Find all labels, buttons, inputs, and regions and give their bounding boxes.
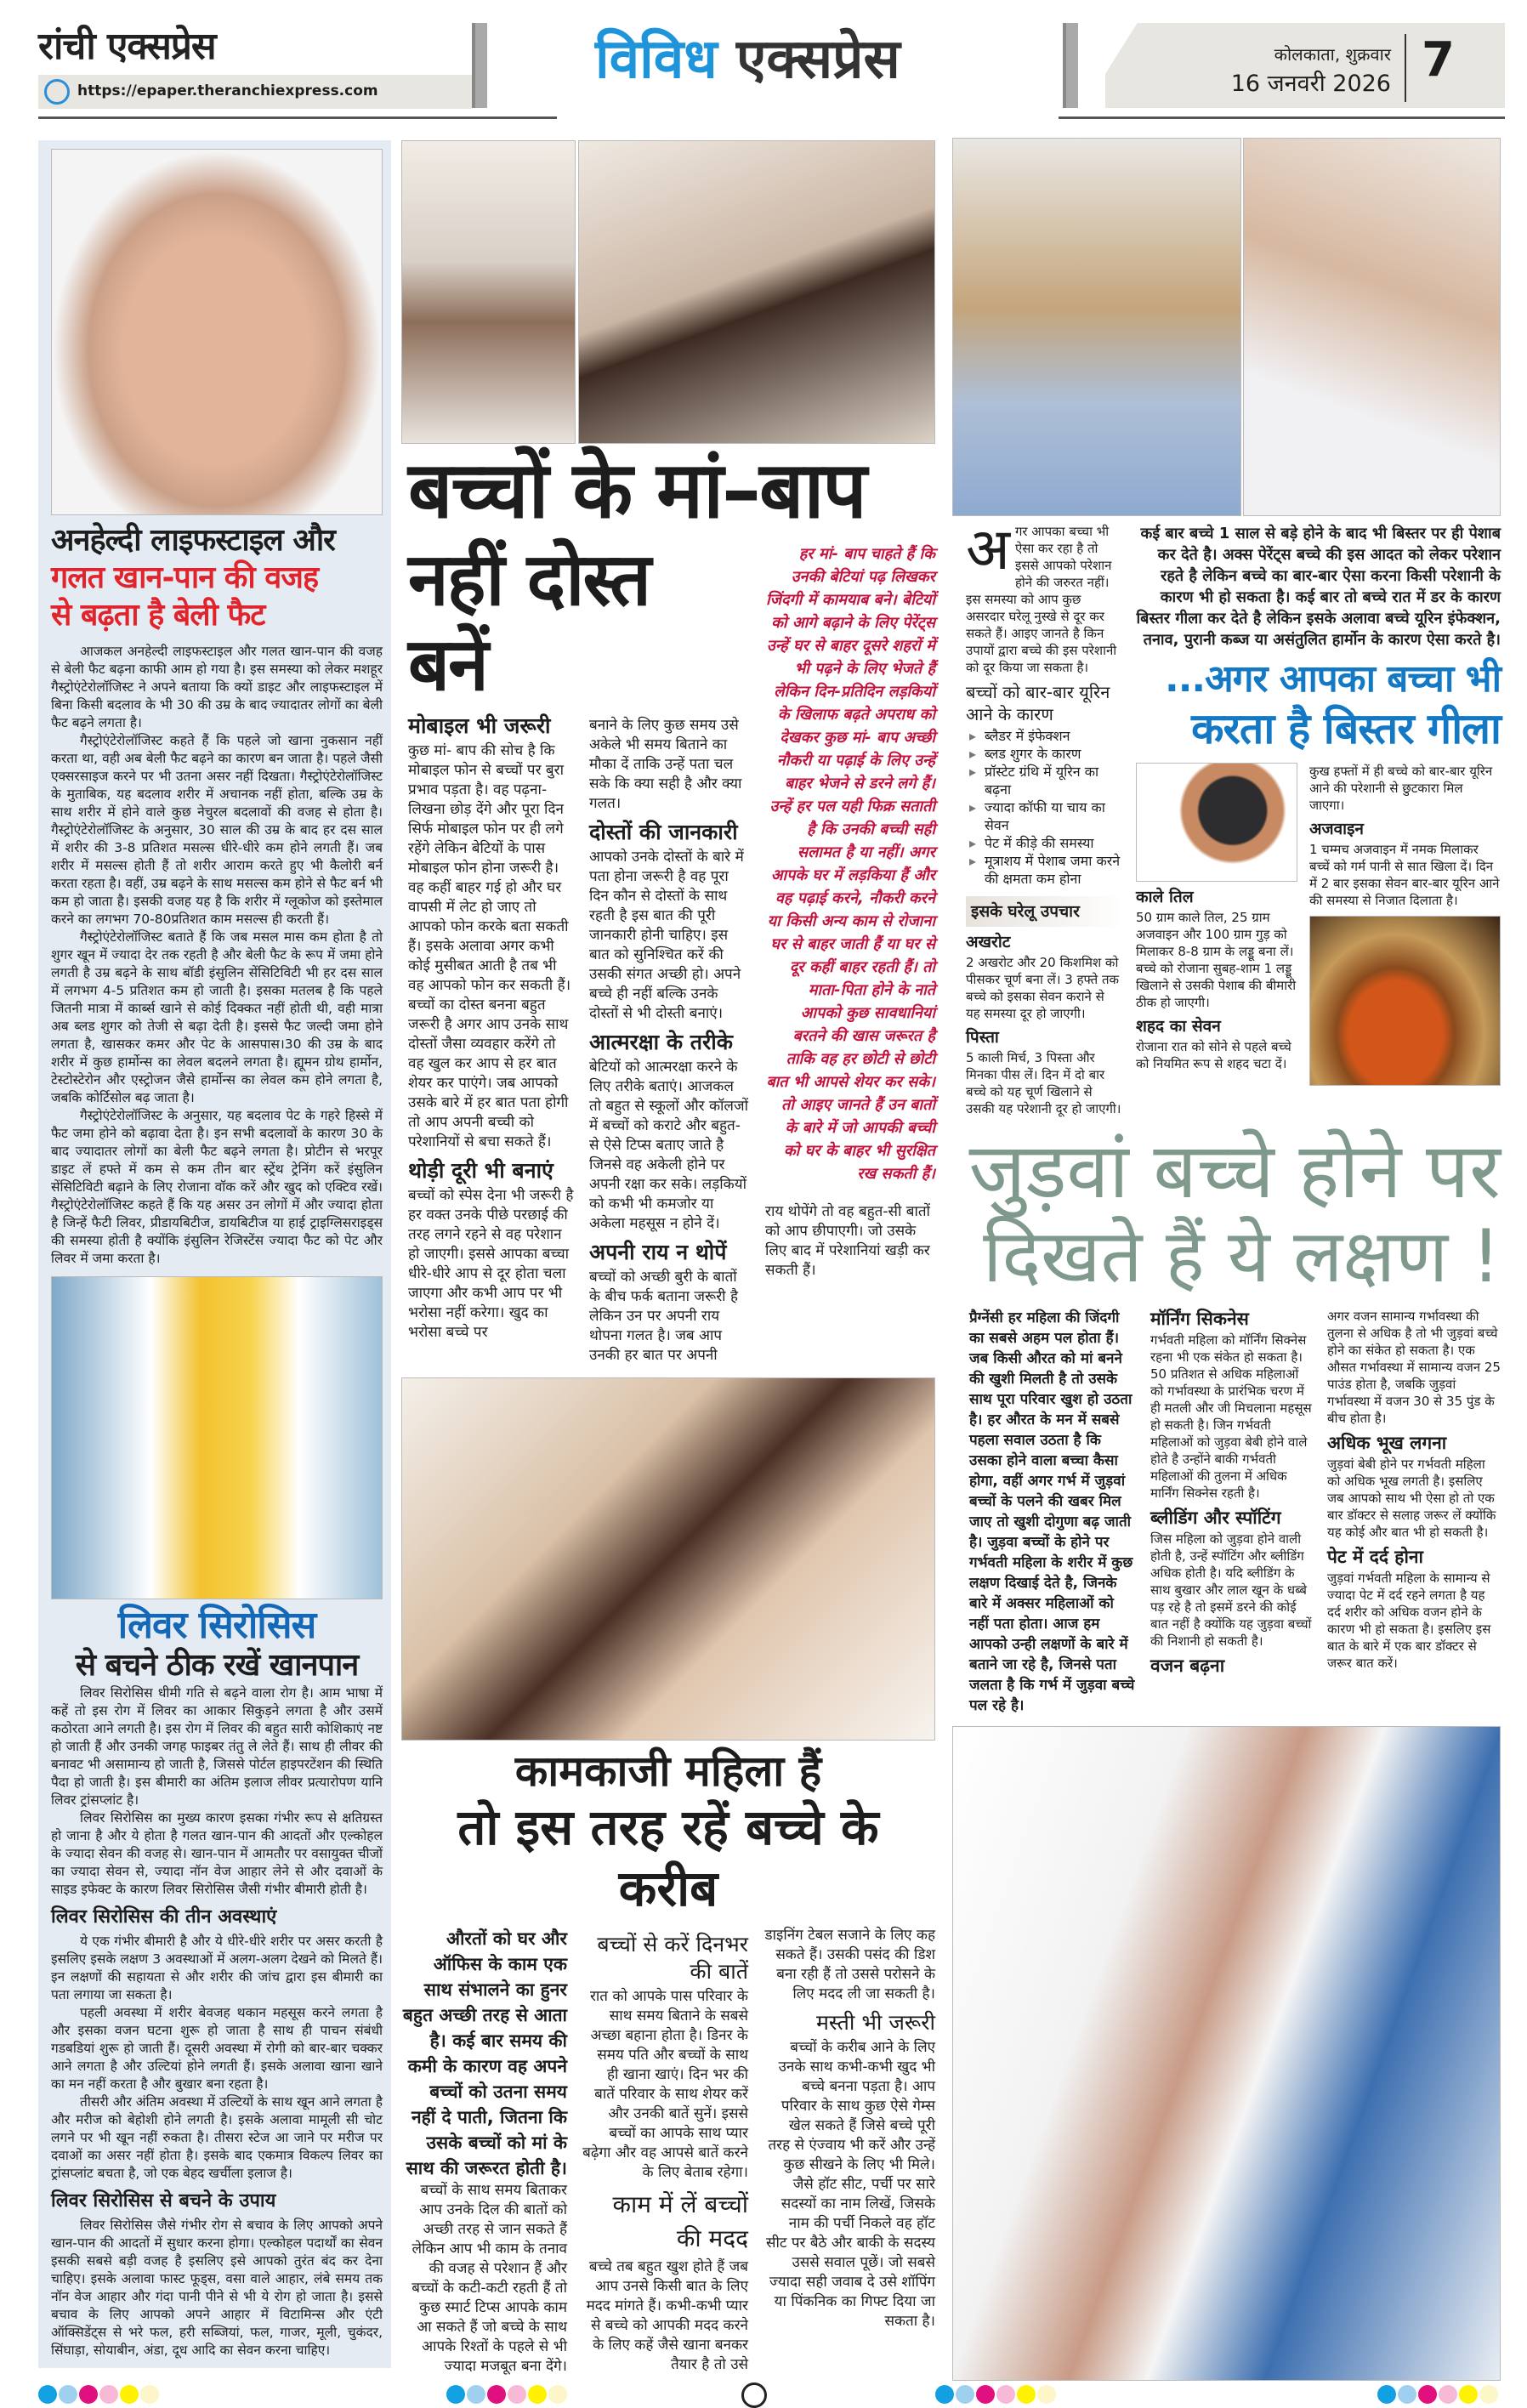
parents-text: बच्चों को स्पेस देना भी जरूरी है हर वक्त उनके पीछे परछाई की तरह लगने रहने से वह परेशान हो जाएगी। इससे आपका बच्चा धीरे-धीरे आप से दूर होता चला जाएगा और कभी आप पर भी भरोसा नहीं करेगा। खुद का भरोसा बच्चे पर (408, 1187, 574, 1342)
color-registration-dots-mid (446, 2385, 567, 2404)
remedy-ajwain-title: अजवाइन (1309, 820, 1364, 838)
twins-column-2 (1150, 1308, 1312, 1678)
parents-headline-1: बच्चों के मां–बाप (408, 445, 866, 537)
remedy-continued-text: कुख हफ्तों में ही बच्चे को बार-बार यूरिन आने की परेशानी से छुटकारा मिल जाएगा। (1309, 764, 1493, 813)
color-registration-dots-far-right (1377, 2385, 1498, 2404)
parents-text: बच्चों को अच्छी बुरी के बातों के बीच फर्क बताना जरूरी है लेकिन उन पर अपनी राय थोपना गलत है। जब आप उनकी हर बात पर अपनी (589, 1269, 738, 1365)
twins-column-1 (969, 1308, 1135, 1716)
working-text: डाइनिंग टेबल सजाने के लिए कह सकते हैं। उसकी पसंद की डिश बना रही हैं तो उससे परोसने के लिए मदद ली जा सकती है। (764, 1927, 935, 2002)
hand-click-icon (44, 79, 70, 105)
bedwet-right-block (1136, 523, 1501, 1086)
bedwet-article (952, 516, 1501, 1117)
twins-text: गर्भवती महिला को मॉर्निंग सिक्नेस रहना भी एक संकेत हो सकता है। 50 प्रतिशत से अधिक महिलाओं को गर्भावस्था के प्रारंभिक चरण में ही मतली और जी मिचलाना महसूस हो सकती है। जिन गर्भवती महिलाओं को जुड़वा बेबी होने वाले होते है उन्होंने बाकी गर्भवती महिलाओं की तुलना में अधिक मार्निंग सिक्नेस रहती है। (1150, 1332, 1312, 1501)
subhead-daily-talk: बच्चों से करें दिनभर की बातें (597, 1932, 748, 1984)
left-column-flow (51, 149, 383, 2360)
twins-sub-morning-sickness: मॉर्निंग सिकनेस (1150, 1309, 1249, 1329)
working-headline-1: कामकाजी महिला हैं (514, 1746, 822, 1796)
belly-fat-article (51, 522, 383, 1268)
twins-text: जुड़वां बेबी होने पर गर्भवती महिला को अधिक भूख लगती है। इसलिए जब आपको साथ भी ऐसा हो तो एक बार डॉक्टर से सलाह जरूर लें क्योंकि यह कोई और बात भी हो सकती है। (1327, 1457, 1496, 1540)
working-text: रात को आपके पास परिवार के साथ समय बिताने के सबसे अच्छा बहाना होता है। डिनर के समय पति और बच्चों के साथ ही खाना खाएं। दिन भर की बातें परिवार के साथ शेयर करें और उनकी बातें सुनें। इससे बच्चों का आपके साथ प्यार बढ़ेगा और वह आपसे बातें करने के लिए बेताब रहेगा। (582, 1988, 748, 2181)
bracket-left-decoration (472, 23, 487, 108)
twins-text: जुड़वां गर्भवती महिला के सामान्य से ज्यादा पेट में दर्द रहने लगता है यह दर्द शरीर को अधिक वजन होने के कारण भी हो सकता है। इसलिए इस बात के बारे में एक बार डॉक्टर से जरूर बात करें। (1327, 1570, 1491, 1671)
child-on-bed-photo (1243, 138, 1501, 516)
mother-child-photo (401, 1377, 935, 1741)
black-sesame-photo (1136, 763, 1297, 882)
ajwain-remedy (1309, 763, 1501, 1086)
twins-intro: प्रैग्नेंसी हर महिला की जिंदगी का सबसे अहम पल होता हैं। जब किसी औरत को मां बनने की खुशी मिलती है तो उसके साथ पूरा परिवार खुश हो उठता है। हर औरत के मन में सबसे पहला सवाल उठता है कि उसका होने वाला बच्चा कैसा होगा, वहीं अगर गर्भ में जुड़वां बच्चों के पलने की खबर मिल जाए तो खुशी दोगुणा बढ़ जाती है। जुड़वा बच्चों के होने पर गर्भवती महिला के शरीर में कुछ लक्षण दिखाई देते है, जिनके बारे में अक्सर महिलाओं को नहीं पता होता। आज हम आपको उन्ही लक्षणों के बारे में बताने जा रहे है, जिनसे पता जलता है कि गर्भ में जुड़वा बच्चे पल रहे है। (969, 1309, 1135, 1714)
mother-photo (401, 140, 576, 444)
twins-text: अगर वजन सामान्य गर्भावस्था की तुलना से अधिक है तो भी जुड़वां बच्चे होने का संकेत हो सकता है। एक औसत गर्भावस्था में सामान्य वजन 25 पाउंड होता है, जबकि जुड़वां गर्भावस्था में वजन 30 से 35 पुंड के बीच होता है। (1327, 1309, 1501, 1426)
working-column-1 (401, 1926, 567, 2377)
issue-date: 16 जनवरी 2026 (1230, 71, 1391, 97)
remedy-walnut-title: अखरोट (966, 933, 1011, 951)
woman-eating-photo (51, 1276, 383, 1600)
subhead-opinion: अपनी राय न थोपें (589, 1240, 727, 1265)
working-text: बच्चों के करीब आने के लिए उनके साथ कभी-कभी खुद भी बच्चे बनना पड़ता है। आप परिवार के साथ कुछ ऐसे गेम्स खेल सकते हैं जिसे बच्चे पूरी तरह से एंज्वाय भी करें और उन्हें कुछ सीखने के लिए भी मिले। जैसे हॉट सीट, पर्ची पर सारे सदस्यों का नाम लिखें, जिसके नाम की पर्ची निकले वह हॉट सीट पर बैठे और बाकी के सदस्य उससे सवाल पूछें। जो सबसे ज्यादा सही जवाब दे उसे शॉपिंग या पिंकनिक का गिफ्ट दिया जा सकता है। (765, 2039, 935, 2330)
bedwet-headline-1: ...अगर आपका बच्चा भी (1164, 657, 1501, 701)
remedy-honey-text: रोजाना रात को सोने से पहले बच्चे को नियमित रूप से शहद चटा दें। (1136, 1039, 1291, 1071)
belly-para: गैस्ट्रोएंटेरोलॉजिस्ट बताते हैं कि जब मसल मास कम होता है तो शुगर खून में ज्यादा देर तक रहती है और बेली फैट के रूप में जमा होने लगती है उम्र बढ़ने के साथ बॉडी इंसुलिन सेंसिटिविटी भी हर दस साल में लगभग 4-5 प्रतिशत कम हो जाती है। इसका मतलब है कि पहले जितनी मात्रा में कार्ब्स खाने से कोई दिक्कत नहीं होती थी, वही मात्रा अब ब्लड शुगर को तेजी से बढ़ा देती है। इससे फैट जल्दी जमा होने लगता है, खासकर कमर और पेट के आसपास।30 की उम्र के बाद शरीर में कुछ हार्मोन्स का लेवल बदलने लगता है। ह्यूमन ग्रोथ हार्मोन, टेस्टोस्टेरोन और एस्ट्रोजन जैसे हार्मोन्स का लेवल कम होने लगता है, जबकि कोर्टिसोल बढ़ जाता है। (51, 929, 383, 1105)
bedwet-left-column (952, 516, 1122, 1117)
middle-column-flow (401, 140, 935, 2377)
cause-item: ▸ प्रॉस्टेट ग्रंथि में यूरिन का बढ़ना (966, 763, 1122, 798)
liver-headline-2: से बचने ठीक रखें खानपान (75, 1648, 359, 1683)
remedy-pista-title: पिस्ता (966, 1028, 999, 1047)
belly-para: गैस्ट्रोएंटेरोलॉजिस्ट कहते हैं कि पहले जो खाना नुकसान नहीं करता था, वही अब बेली फैट बढ़ने का कारण बन जाता है। पहले जैसी एक्सरसाइज करने पर भी उतना असर नहीं दिखता। गैस्ट्रोएंटेरोलॉजिस्ट के मुताबिक, यह बदलाव शरीर में अचानक नहीं होता, बल्कि उम्र के साथ शरीर में होने वाले कुछ नेचुरल बदलावों की वजह से होता है। गैस्ट्रोएंटेरोलॉजिस्ट के अनुसार, 30 साल की उम्र के बाद हर दस साल में शरीर की 3-8 प्रतिशत मसल्स धीरे-धीरे कम होने लगती हैं। जब शरीर में मसल्स होती हैं तो शरीर आराम करते हुए भी कैलोरी बर्न करता रहता है। वहीं, उम्र बढ़ने के साथ मसल्स कम होने से फैट बर्न भी कम हो जाता है। इसकी वजह यह है कि शरीर में ग्लूकोज को इस्तेमाल करने का लगभग 70-80प्रतिशत काम मसल्स ही करती हैं। (51, 732, 383, 927)
parents-text: आपको उनके दोस्तों के बारे में पता होना जरूरी है वह पूरा दिन कौन से दोस्तों के साथ रहती है इस बात की पूरी जानकारी होनी चाहिए। इस बात को सुनिश्चित करें की उसकी संगत अच्छी हो। अपने बच्चे ही नहीं बल्कि उनके दोस्तों से भी दोस्ती बनाएं। (589, 849, 744, 1023)
masthead-rule-left (38, 116, 557, 119)
registration-crosshair-icon (741, 2382, 767, 2408)
color-registration-dots-right (935, 2385, 1056, 2404)
twins-sub-bleeding: ब्लीडिंग और स्पॉटिंग (1150, 1508, 1281, 1528)
working-column-2 (582, 1926, 748, 2375)
liver-para: तीसरी और अंतिम अवस्था में उल्टियों के साथ खून आने लगता है और मरीज को बेहोशी होने लगती है। इसके अलावा मामूली सी चोट लगने पर भी खून नहीं रुकता है। तीसरा स्टेज आ जाने पर मरीज पर दवाओं का असर नहीं होता है। इसके बाद एकमात्र विकल्प लिवर का ट्रांसप्लांट बचता है, जो एक बेहद खर्चीला इलाज है। (51, 2094, 383, 2181)
remedy-sesame-text: 50 ग्राम काले तिल, 25 ग्राम अजवाइन और 100 ग्राम गुड़ को मिलाकर 8-8 ग्राम के लड्डू बना लें। बच्चे को रोजाना सुबह-शाम 1 लड्डू खिलाने से उसकी पेशाब की बीमारी ठीक हो जाएगी। (1136, 910, 1297, 1010)
remedy-walnut-text: 2 अखरोट और 20 किशमिश को पीसकर चूर्ण बना लें। 3 हफ्ते तक बच्चे को इसका सेवन कराने से यह समस्या दूर हो जाएगी। (966, 955, 1120, 1021)
parents-column-1 (408, 707, 574, 1343)
page-separator (1405, 34, 1406, 102)
bedwet-intro (966, 516, 1122, 676)
bedwet-photo-row (952, 138, 1501, 516)
twins-column-3 (1327, 1308, 1501, 1672)
parents-intro: हर मां- बाप चाहते हैं कि उनकी बेटियां पढ़ लिखकर जिंदगी में कामयाब बने। बेटियों को आगे बढ़ाने के लिए पेरेंट्स उन्हें घर से बाहर दूसरे शहरों में भी पढ़ने के लिए भेजते हैं लेकिन दिन-प्रतिदिन लड़कियों के खिलाफ बढ़ते अपराध को देखकर कुछ मां- बाप अच्छी नौकरी या पढ़ाई के लिए उन्हें बाहर भेजने से डरने लगे हैं। उन्हें हर पल यही फिक्र सताती है कि उनकी बच्ची सही सलामत है या नहीं। अगर आपके घर में लड़किया हैं और वह पढ़ाई करने, नौकरी करने या किसी अन्य काम से रोजाना घर से बाहर जाती हैं या घर से दूर कहीं बाहर रहती हैं। तो माता-पिता होने के नाते आपको कुछ सावधानियां बरतने की खास जरूरत है ताकि वह हर छोटी से छोटी बात भी आपसे शेयर कर सके। तो आइए जानते हैं उन बातों के बारे में जो आपकी बच्ची को घर के बाहर भी सुरक्षित रख सकती हैं। (765, 545, 935, 1184)
remedy-honey-title: शहद का सेवन (1136, 1017, 1221, 1036)
cause-item: ▸ पेट में कीड़े की समस्या (966, 834, 1122, 852)
twins-sub-weight: वजन बढ़ना (1150, 1656, 1225, 1676)
subhead-kids-help: काम में लें बच्चों की मदद (612, 2190, 748, 2252)
belly-headline-2: गलत खान-पान की वजह (51, 559, 319, 595)
bedwet-intro-text: गर आपका बच्चा भी ऐसा कर रहा है तो इससे आपको परेशान होने की जरुरत नहीं। इस समस्या को आप कुछ असरदार घरेलू नुस्खे से दूर कर सकते हैं। आइए जानते है किन उपायों द्वारा बच्चे की इस परेशानी को दूर किया जा सकता है। (966, 524, 1117, 675)
page-number: 7 (1422, 32, 1455, 88)
parents-headline-2: नहीं दोस्त बनें (408, 537, 650, 708)
working-headline-2: तो इस तरह रहें बच्चे के करीब (457, 1798, 879, 1917)
twins-headline-2: दिखते हैं ये लक्षण ! (983, 1214, 1501, 1299)
remedies-title: इसके घरेलू उपचार (966, 896, 1122, 927)
newspaper-logo: रांची एक्सप्रेस (38, 25, 216, 68)
belly-para: गैस्ट्रोएंटेरोलॉजिस्ट के अनुसार, यह बदलाव पेट के गहरे हिस्से में फैट जमा होने को बढ़ावा देता है। इन सभी बदलावों के कारण 30 के बाद ज्यादातर लोगों का बेली फैट बढ़ने लगता है। प्रोटीन से भरपूर डाइट लें हफ्ते में कम से कम तीन बार स्ट्रेंथ ट्रेनिंग करें इंसुलिन सेंसिटिविटी बढ़ाने के लिए रोजाना वॉक करें और खुद को एक्टिव रखें। गैस्ट्रोएंटेरोलॉजिस्ट कहते हैं कि यह असर उन लोगों में और ज्यादा होता है जिन्हें फैटी लिवर, प्रीडायबिटीज, डायबिटीज या हाई ट्राइग्लिसराइड्स की समस्या होती है क्योंकि इंसुलिन रेजिस्टेंस ज्यादा फैट को पेट और लिवर में जमा करता है। (51, 1107, 383, 1266)
liver-para: लिवर सिरोसिस धीमी गति से बढ़ने वाला रोग है। आम भाषा में कहें तो इस रोग में लिवर का आकार सिकुड़ने लगता है और उसमें कठोरता आने लगती है। इस रोग में लिवर की बहुत सारी कोशिकाएं नष्ट हो जाती हैं और उनकी जगह फाइबर तंतु ले लेते हैं। साथ ही लीवर की बनावट भी असामान्य हो जाती है, जिससे पोर्टल हाइपरटेंशन की स्थिति पैदा हो जाती है। इस बीमारी का अंतिम इलाज लीवर प्रत्यारोपण यानि लिवर ट्रांसप्लांट है। (51, 1685, 383, 1808)
working-intro: औरतों को घर और ऑफिस के काम एक साथ संभालने का हुनर बहुत अच्छी तरह से आता है। कई बार समय की कमी के कारण वह अपने बच्चों को उतना समय नहीं दे पाती, जितना कि उसके बच्चों को मां के साथ की जरूरत होती है। (402, 1928, 567, 2178)
liver-subhead-prevention: लिवर सिरोसिस से बचने के उपाय (51, 2190, 276, 2212)
belly-headline-1: अनहेल्दी लाइफस्टाइल और (51, 522, 335, 558)
subhead-distance: थोड़ी दूरी भी बनाएं (408, 1158, 553, 1184)
twins-columns (952, 1308, 1501, 1716)
belly-headline-3: से बढ़ता है बेली फैट (51, 597, 265, 633)
twins-sub-hunger: अधिक भूख लगना (1327, 1433, 1447, 1453)
bracket-right-decoration (1063, 23, 1078, 108)
subhead-friends: दोस्तों की जानकारी (589, 820, 738, 845)
bedwet-lead (1136, 523, 1501, 650)
parents-body (401, 537, 935, 1366)
working-text: बच्चे तब बहुत खुश होते हैं जब आप उनसे किसी बात के लिए मदद मांगते हैं। कभी-कभी प्यार से बच्चे को आपकी मदद करने के लिए कहें जैसे खाना बनकर तैयार है तो उसे (586, 2258, 748, 2373)
working-columns (401, 1926, 935, 2377)
parents-column-3 (765, 537, 935, 1281)
parents-text: बनाने के लिए कुछ समय उसे अकेले भी समय बिताने का मौका दें ताकि उन्हें पता चल सके कि क्या सही है और क्या गलत। (589, 717, 742, 813)
belly-para: आजकल अनहेल्दी लाइफस्टाइल और गलत खान-पान की वजह से बेली फैट बढ़ना काफी आम हो गया है। इस समस्या को लेकर मशहूर गैस्ट्रोएंटेरोलॉजिस्ट ने अपने बताया कि क्यों डाइट और लाइफस्टाइल में बिना किसी बदलाव के भी 30 की उम्र के बाद ज्यादातर लोगों का बेली फैट बढ़ने लगता है। (51, 643, 383, 730)
city-day: कोलकाता, शुक्रवार (1274, 44, 1391, 65)
sesame-honey-remedies (1136, 763, 1297, 1072)
teddy-bear-bed-photo (952, 138, 1241, 516)
parents-photo-row (401, 140, 935, 444)
parents-left-block (401, 537, 750, 1366)
bedwet-lead-text: कई बार बच्चे 1 साल से बड़े होने के बाद भी बिस्तर पर ही पेशाब कर देते है। अक्स पेरेंट्स बच्चे की इस आदत को लेकर परेशान रहते है लेकिन बच्चे का बार-बार ऐसा करना किसी परेशानी के कारण भी हो सकता है। कई बार तो बच्चे रात में डर के कारण बिस्तर गीला कर देते है लेकिन इसके अलावा बच्चे यूरिन इंफेक्शन, तनाव, पुरानी कब्ज या असंतुलित हार्मोन के कारण ऐसा करते है। (1136, 525, 1501, 649)
daughter-photo (578, 140, 935, 444)
working-text: बच्चों के साथ समय बिताकर आप उनके दिल की बातों को अच्छी तरह से जान सकते हैं लेकिन आप भी काम के तनाव की वजह से परेशान हैं और बच्चों के कटी-कटी रहती हैं तो कुछ स्मार्ट टिप्स आपके काम आ सकते हैं जो बच्चे के साथ आपके रिश्तों के पहले से भी ज्यादा मजबूत बना देंगे। (412, 2182, 567, 2375)
cause-item: ▸ ब्लैडर में इंफेक्शन (966, 727, 1122, 745)
color-registration-dots-left (38, 2385, 159, 2404)
doctor-pregnant-woman-photo (952, 1726, 1501, 2381)
bedwet-headline (1136, 656, 1501, 754)
honey-jar-photo (1309, 916, 1501, 1086)
twins-text: जिस महिला को जुड़वा होने वाली होती है, उन्हें स्पॉटिंग और ब्लीडिंग अधिक होती है। यदि ब्लीडिंग के साथ बुखार और लाल खून के धब्बे पड़ रहे है तो इसमें डरने की कोई बात नहीं है क्योंकि यह जुड़वा बच्चों की निशानी हो सकती है। (1150, 1531, 1312, 1649)
parents-text: बेटियों को आत्मरक्षा करने के लिए तरीके बताएं। आजकल तो बहुत से स्कूलों और कॉलजों में बच्चों को कराटे और बहुत-से ऐसे टिप्स बताए जाते है जिनसे वह अकेली होने पर अपनी रक्षा कर सके। लड़कियों को कभी भी कमजोर या अकेला महसूस न होने दें। (589, 1059, 748, 1233)
section-title-a: विविध (595, 28, 718, 91)
right-column-flow (952, 138, 1501, 2381)
section-title (595, 26, 900, 94)
section-title-b: एक्सप्रेस (735, 28, 900, 91)
liver-para: लिवर सिरोसिस का मुख्य कारण इसका गंभीर रूप से क्षतिग्रस्त हो जाना है और ये होता है गलत खान-पान की आदतों और एल्कोहल के ज्यादा सेवन की वजह से। खान-पान में आमतौर पर वसायुक्त चीजों का ज्यादा सेवन से, ज्यादा नॉन वेज आहार लेने से और दवाओं के साइड इफेक्ट के कारण लिवर सिरोसिस जैसी गंभीर बीमारी होती है। (51, 1810, 383, 1897)
epaper-url[interactable]: https://epaper.theranchiexpress.com (38, 75, 472, 109)
liver-para: पहली अवस्था में शरीर बेवजह थकान महसूस करने लगता है और इसका वजन घटना शुरू हो जाता है साथ ही पाचन संबंधी गडबडियां शुरू हो जाती हैं। दूसरी अवस्था में रोगी को बार-बार चक्कर आने लगता है और उल्टियां होने लगती हैं। इसके अलावा खाना खाने का मन नहीं करता है और बुखार बना रहता है। (51, 2005, 383, 2092)
remedy-pista-text: 5 काली मिर्च, 3 पिस्ता और मिनका पीस लें। दिन में दो बार बच्चे को यह चूर्ण खिलाने से उसकी यह परेशानी दूर हो जाएगी। (966, 1050, 1121, 1116)
masthead-rule-right (1059, 116, 1505, 119)
subhead-fun: मस्ती भी जरूरी (815, 2010, 935, 2035)
liver-para: ये एक गंभीर बीमारी है और ये धीरे-धीरे शरीर पर असर करती है इसलिए इसके लक्षण 3 अवस्थाओं में अलग-अलग देखने को मिलते हैं। इन लक्षणों की सहायता से और शरीर की जांच द्वारा इस बीमारी का पता लगाया जा सकता है। (51, 1934, 383, 2002)
liver-subhead-stages: लिवर सिरोसिस की तीन अवस्थाएं (51, 1906, 277, 1928)
causes-section (966, 681, 1122, 1117)
cause-item: ▸ ज्यादा कॉफी या चाय का सेवन (966, 798, 1122, 834)
liver-article (51, 1604, 383, 2360)
parents-text: राय थोपेंगे तो वह बहुत-सी बातों को आप छीपाएगी। जो उसके लिए बाद में परेशानियां खड़ी कर सकती हैं। (765, 1203, 930, 1280)
parents-column-2 (589, 707, 750, 1366)
twins-sub-stomach-pain: पेट में दर्द होना (1327, 1547, 1423, 1567)
working-column-3 (764, 1926, 935, 2331)
subhead-mobile: मोबाइल भी जरूरी (408, 713, 551, 739)
subhead-self-defence: आत्मरक्षा के तरीके (589, 1030, 733, 1055)
remedy-ajwain-text: 1 चम्मच अजवाइन में नमक मिलाकर बच्चें को गर्म पानी से सात खिला दें। दिन में 2 बार इसका सेवन बार-बार यूरिन आने की समस्या से निजात दिलाता है। (1309, 842, 1500, 908)
drop-cap: अ (966, 516, 1010, 583)
twins-headline-1: जुड़वां बच्चे होने पर (968, 1127, 1501, 1216)
remedy-sesame-title: काले तिल (1136, 888, 1194, 906)
causes-title: बच्चों को बार-बार यूरिन आने के कारण (966, 682, 1110, 724)
liver-headline-1: लिवर सिरोसिस (117, 1604, 316, 1647)
cause-item: ▸ ब्लड शुगर के कारण (966, 745, 1122, 763)
cause-item: ▸ मूत्राशय में पेशाब जमा करने की क्षमता कम होना (966, 852, 1122, 888)
bedwet-remedies-grid (1136, 763, 1501, 1086)
bedwet-headline-2: करता है बिस्तर गीला (1191, 704, 1501, 753)
liver-para: लिवर सिरोसिस जैसे गंभीर रोग से बचाव के लिए आपको अपने खान-पान की आदतों में सुधार करना होगा। एल्कोहल पदार्थों का सेवन इसकी सबसे बड़ी वजह है इसलिए इसे आपको तुरंत बंद कर देना चाहिए। इसके अलावा फास्ट फूड्स, वसा वाले आहार, लंबे समय तक नॉन वेज आहार और गंदा पानी पीने से भी ये रोग हो जाता है। इससे बचाव के लिए आपको अपने आहार में विटामिन्स और एंटी ऑक्सिडेंट्स से भरे फल, हरी सब्जियां, फल, गाजर, मूली, चुकंदर, सिंघाड़ा, सोयाबीन, अंडा, दूध आदि का सेवन करना चाहिए। (51, 2218, 383, 2358)
belly-fat-photo (51, 149, 383, 515)
parents-text: कुछ मां- बाप की सोच है कि मोबाइल फोन से बच्चों पर बुरा प्रभाव पड़ता है। वह पढ़ना-लिखना छोड़ देंगे और पूरा दिन सिर्फ मोबाइल फोन पर ही लगे रहेंगे लेकिन बेटियों के पास मोबाइल फोन होना जरूरी है। वह कहीं बाहर गई हो और घर वापसी में लेट हो जाए तो आपको फोन करके बता सकती हैं। इसके अलावा अगर कभी कोई मुसीबत आती है तब भी वह आपको फोन कर सकती हैं। बच्चों का दोस्त बनना बहुत जरूरी है अगर आप उनके साथ दोस्तों जैसा व्यवहार करेंगे तो वह खुल कर आप से हर बात शेयर कर पाएंगे। जब आपको उसके बारे में हर बात पता होगी तो आप अपनी बच्ची को परेशानियों से बचा सकते हैं। (408, 742, 571, 1151)
